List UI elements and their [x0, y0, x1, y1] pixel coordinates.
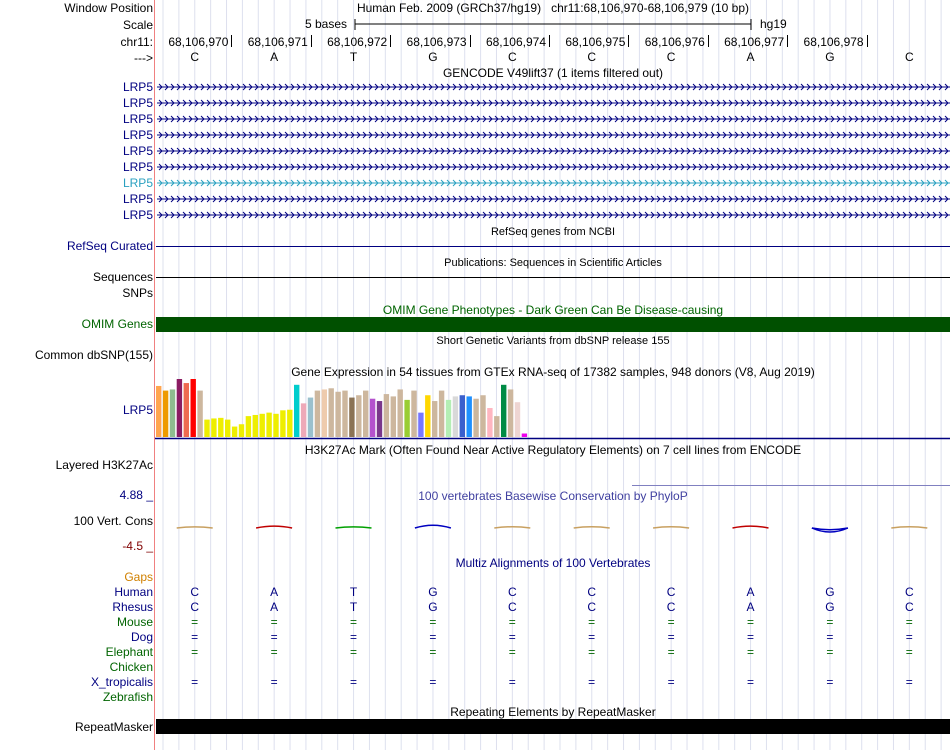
- gtex-bar[interactable]: [356, 395, 361, 437]
- gencode-gene-label[interactable]: LRP5: [122, 160, 153, 174]
- base-letter: C: [507, 50, 517, 64]
- gtex-bar[interactable]: [308, 398, 313, 437]
- base-letter: C: [587, 50, 597, 64]
- gencode-transcript[interactable]: [155, 130, 950, 140]
- multiz-base: G: [428, 585, 438, 599]
- gtex-label[interactable]: LRP5: [122, 403, 153, 417]
- gtex-bar[interactable]: [266, 413, 271, 437]
- multiz-base: C: [666, 585, 676, 599]
- multiz-base: C: [507, 600, 517, 614]
- cons-mark[interactable]: [891, 527, 927, 528]
- multiz-base: =: [191, 630, 199, 644]
- gtex-bar[interactable]: [218, 418, 223, 437]
- gencode-gene-label[interactable]: LRP5: [122, 112, 153, 126]
- gtex-bar[interactable]: [391, 396, 396, 437]
- gencode-transcript[interactable]: [155, 98, 950, 108]
- multiz-base: =: [905, 645, 913, 659]
- multiz-species-label[interactable]: X_tropicalis: [90, 675, 153, 689]
- label-separator[interactable]: [154, 0, 155, 750]
- position-tick: [311, 35, 312, 47]
- refseq-title: RefSeq genes from NCBI: [490, 226, 616, 238]
- multiz-base: =: [191, 615, 199, 629]
- gencode-gene-label[interactable]: LRP5: [122, 80, 153, 94]
- multiz-title: Multiz Alignments of 100 Vertebrates: [455, 556, 651, 570]
- cons-mark[interactable]: [256, 526, 292, 528]
- multiz-base: =: [667, 615, 675, 629]
- pubs-title: Publications: Sequences in Scientific Articles: [444, 257, 662, 269]
- multiz-base: =: [270, 645, 278, 659]
- scale-label: Scale: [122, 18, 153, 32]
- multiz-base: G: [825, 585, 835, 599]
- multiz-base: C: [904, 585, 914, 599]
- base-letter: C: [666, 50, 676, 64]
- multiz-base: =: [508, 615, 516, 629]
- multiz-base: =: [746, 675, 754, 689]
- multiz-base: =: [349, 630, 357, 644]
- position-text[interactable]: Human Feb. 2009 (GRCh37/hg19) chr11:68,106,970-68,106,979 (10 bp): [356, 1, 750, 15]
- h3k27ac-signal: [632, 485, 950, 486]
- multiz-base: G: [825, 600, 835, 614]
- gencode-gene-label[interactable]: LRP5: [122, 192, 153, 206]
- cons-mark[interactable]: [733, 526, 769, 528]
- gencode-gene-label[interactable]: LRP5: [122, 176, 153, 190]
- multiz-base: =: [270, 615, 278, 629]
- gtex-title: Gene Expression in 54 tissues from GTEx RNA-seq of 17382 samples, 948 donors (V8, Aug 2019): [291, 365, 815, 379]
- multiz-base: =: [588, 630, 596, 644]
- multiz-base: =: [826, 630, 834, 644]
- multiz-species-label[interactable]: Rhesus: [112, 600, 153, 614]
- position-tick-label: 68,106,975: [565, 35, 626, 49]
- cons-min: -4.5 _: [122, 539, 153, 553]
- snps-label[interactable]: SNPs: [122, 286, 153, 300]
- gtex-bar[interactable]: [467, 396, 472, 437]
- multiz-species-label[interactable]: Chicken: [109, 660, 153, 674]
- cons-label[interactable]: 100 Vert. Cons: [73, 514, 153, 528]
- dbsnp-title: Short Genetic Variants from dbSNP release 155: [436, 335, 670, 347]
- multiz-species-label[interactable]: Human: [114, 585, 153, 599]
- multiz-base: =: [667, 645, 675, 659]
- omim-label[interactable]: OMIM Genes: [81, 317, 153, 331]
- omim-feature[interactable]: [156, 317, 950, 332]
- position-tick-label: 68,106,977: [724, 35, 785, 49]
- gtex-bar[interactable]: [246, 416, 251, 437]
- gtex-bar[interactable]: [191, 379, 196, 437]
- gtex-bar[interactable]: [473, 399, 478, 437]
- refseq-feature[interactable]: [156, 246, 950, 247]
- pubs-feature[interactable]: [156, 277, 950, 278]
- multiz-base: =: [826, 675, 834, 689]
- repeat-title: Repeating Elements by RepeatMasker: [450, 705, 656, 719]
- repeat-label[interactable]: RepeatMasker: [74, 720, 153, 734]
- gtex-bar[interactable]: [184, 383, 189, 437]
- multiz-base: =: [191, 675, 199, 689]
- gtex-bar[interactable]: [404, 400, 409, 437]
- h3k27ac-label[interactable]: Layered H3K27Ac: [55, 458, 153, 472]
- gtex-bar[interactable]: [370, 399, 375, 437]
- multiz-base: =: [826, 615, 834, 629]
- gencode-gene-label[interactable]: LRP5: [122, 128, 153, 142]
- multiz-base: C: [666, 600, 676, 614]
- scale-db: hg19: [760, 17, 787, 31]
- h3k27ac-title: H3K27Ac Mark (Often Found Near Active Regulatory Elements) on 7 cell lines from ENCODE: [304, 443, 802, 457]
- gtex-bar[interactable]: [232, 427, 237, 437]
- multiz-base: =: [349, 675, 357, 689]
- position-tick-label: 68,106,971: [247, 35, 308, 49]
- gtex-bar[interactable]: [453, 396, 458, 437]
- gencode-title: GENCODE V49lift37 (1 items filtered out): [442, 66, 664, 80]
- gtex-bar[interactable]: [253, 415, 258, 437]
- multiz-base: C: [587, 585, 597, 599]
- gtex-bar[interactable]: [273, 414, 278, 437]
- multiz-species-label[interactable]: Mouse: [116, 615, 153, 629]
- gtex-bar[interactable]: [522, 434, 527, 437]
- gtex-bar[interactable]: [260, 414, 265, 437]
- cons-mark[interactable]: [653, 527, 689, 528]
- position-tick-label: 68,106,970: [168, 35, 229, 49]
- gtex-bar[interactable]: [377, 401, 382, 437]
- omim-title: OMIM Gene Phenotypes - Dark Green Can Be Disease-causing: [382, 303, 724, 317]
- position-tick: [390, 35, 391, 47]
- multiz-base: C: [507, 585, 517, 599]
- gtex-bar[interactable]: [197, 391, 202, 437]
- gencode-transcript[interactable]: [155, 178, 950, 188]
- multiz-base: =: [667, 630, 675, 644]
- gtex-bar[interactable]: [398, 389, 403, 437]
- base-letter: C: [190, 50, 200, 64]
- scale-bar: [354, 17, 754, 31]
- multiz-base: =: [508, 630, 516, 644]
- multiz-species-label[interactable]: Zebrafish: [102, 690, 153, 704]
- multiz-base: C: [587, 600, 597, 614]
- chrom-label: chr11:: [120, 35, 153, 49]
- refseq-label[interactable]: RefSeq Curated: [66, 239, 153, 253]
- multiz-base: =: [746, 630, 754, 644]
- position-tick-label: 68,106,976: [644, 35, 705, 49]
- gencode-gene-label[interactable]: LRP5: [122, 96, 153, 110]
- cons-mark[interactable]: [494, 527, 530, 528]
- position-tick: [867, 35, 868, 47]
- multiz-base: =: [429, 615, 437, 629]
- gtex-bar[interactable]: [349, 398, 354, 437]
- gtex-bar[interactable]: [280, 410, 285, 437]
- gtex-bar[interactable]: [384, 394, 389, 437]
- scale-text: 5 bases: [305, 17, 348, 31]
- gtex-bar[interactable]: [156, 386, 161, 437]
- gencode-gene-label[interactable]: LRP5: [122, 208, 153, 222]
- gtex-bar[interactable]: [342, 391, 347, 437]
- gtex-bar[interactable]: [501, 385, 506, 437]
- gtex-bar[interactable]: [335, 392, 340, 437]
- multiz-base: =: [429, 630, 437, 644]
- gtex-bar[interactable]: [163, 391, 168, 437]
- multiz-base: =: [905, 675, 913, 689]
- gtex-bar[interactable]: [411, 391, 416, 437]
- multiz-base: =: [667, 675, 675, 689]
- gtex-bar[interactable]: [301, 403, 306, 437]
- base-letter: G: [428, 50, 438, 64]
- position-tick: [470, 35, 471, 47]
- multiz-base: =: [349, 615, 357, 629]
- cons-chart[interactable]: [155, 500, 950, 550]
- multiz-base: =: [826, 645, 834, 659]
- cons-title: 100 vertebrates Basewise Conservation by PhyloP: [418, 489, 688, 503]
- base-letter: A: [270, 50, 279, 64]
- multiz-base: T: [349, 600, 358, 614]
- cons-mark[interactable]: [415, 525, 451, 528]
- multiz-base: A: [746, 600, 755, 614]
- multiz-base: =: [270, 630, 278, 644]
- cons-max: 4.88 _: [119, 488, 153, 502]
- cons-mark[interactable]: [336, 527, 372, 528]
- gencode-transcript[interactable]: [155, 162, 950, 172]
- gtex-bar[interactable]: [480, 395, 485, 437]
- multiz-base: C: [904, 600, 914, 614]
- gtex-bar[interactable]: [315, 391, 320, 437]
- gtex-bar[interactable]: [177, 379, 182, 437]
- gtex-bar[interactable]: [432, 401, 437, 437]
- position-tick-label: 68,106,978: [803, 35, 864, 49]
- position-tick: [787, 35, 788, 47]
- gtex-bar[interactable]: [204, 420, 209, 437]
- gencode-transcript[interactable]: [155, 210, 950, 220]
- multiz-base: A: [270, 600, 279, 614]
- gtex-bar[interactable]: [439, 391, 444, 437]
- multiz-base: =: [191, 645, 199, 659]
- gencode-transcript[interactable]: [155, 82, 950, 92]
- multiz-base: =: [588, 675, 596, 689]
- multiz-base: =: [508, 645, 516, 659]
- multiz-base: C: [190, 600, 200, 614]
- gtex-bar[interactable]: [425, 395, 430, 437]
- window-position-label: Window Position: [64, 1, 153, 15]
- repeat-feature[interactable]: [156, 719, 950, 734]
- dbsnp-label[interactable]: Common dbSNP(155): [34, 348, 153, 362]
- position-tick: [708, 35, 709, 47]
- gtex-bar[interactable]: [211, 418, 216, 437]
- gtex-bar[interactable]: [225, 420, 230, 437]
- multiz-base: =: [429, 675, 437, 689]
- gtex-bar[interactable]: [460, 395, 465, 437]
- gtex-bar[interactable]: [515, 402, 520, 437]
- position-tick-label: 68,106,973: [406, 35, 467, 49]
- cons-mark[interactable]: [574, 527, 610, 528]
- gtex-bar[interactable]: [287, 410, 292, 437]
- gaps-label[interactable]: Gaps: [124, 570, 153, 584]
- gtex-chart[interactable]: [155, 379, 950, 440]
- gtex-bar[interactable]: [487, 408, 492, 437]
- gtex-bar[interactable]: [239, 424, 244, 437]
- gtex-bar[interactable]: [418, 413, 423, 437]
- multiz-base: =: [349, 645, 357, 659]
- gtex-bar[interactable]: [446, 400, 451, 437]
- base-letter: A: [746, 50, 755, 64]
- multiz-base: A: [746, 585, 755, 599]
- position-tick-label: 68,106,972: [327, 35, 388, 49]
- base-letter: T: [349, 50, 358, 64]
- multiz-base: =: [746, 615, 754, 629]
- base-letter: C: [904, 50, 914, 64]
- multiz-base: G: [428, 600, 438, 614]
- gencode-transcript[interactable]: [155, 146, 950, 156]
- gencode-transcript[interactable]: [155, 194, 950, 204]
- multiz-species-label[interactable]: Elephant: [105, 645, 153, 659]
- gtex-bar[interactable]: [494, 416, 499, 437]
- gtex-bar[interactable]: [363, 391, 368, 437]
- multiz-base: =: [429, 645, 437, 659]
- gencode-transcript[interactable]: [155, 114, 950, 124]
- multiz-base: A: [270, 585, 279, 599]
- position-tick: [549, 35, 550, 47]
- gtex-bar[interactable]: [329, 388, 334, 437]
- multiz-base: =: [588, 615, 596, 629]
- multiz-base: T: [349, 585, 358, 599]
- cons-mark[interactable]: [177, 527, 213, 528]
- multiz-species-label[interactable]: Dog: [130, 630, 153, 644]
- position-tick-label: 68,106,974: [485, 35, 546, 49]
- pubs-label[interactable]: Sequences: [92, 270, 153, 284]
- gtex-bar[interactable]: [294, 385, 299, 437]
- multiz-base: =: [508, 675, 516, 689]
- multiz-base: =: [270, 675, 278, 689]
- strand-label: --->: [134, 51, 153, 65]
- multiz-base: =: [905, 630, 913, 644]
- multiz-base: =: [905, 615, 913, 629]
- gtex-bar[interactable]: [170, 389, 175, 437]
- position-tick: [628, 35, 629, 47]
- multiz-base: =: [746, 645, 754, 659]
- position-tick: [231, 35, 232, 47]
- base-letter: G: [825, 50, 835, 64]
- gencode-gene-label[interactable]: LRP5: [122, 144, 153, 158]
- multiz-base: =: [588, 645, 596, 659]
- gtex-bar[interactable]: [322, 389, 327, 437]
- multiz-base: C: [190, 585, 200, 599]
- gtex-bar[interactable]: [508, 389, 513, 437]
